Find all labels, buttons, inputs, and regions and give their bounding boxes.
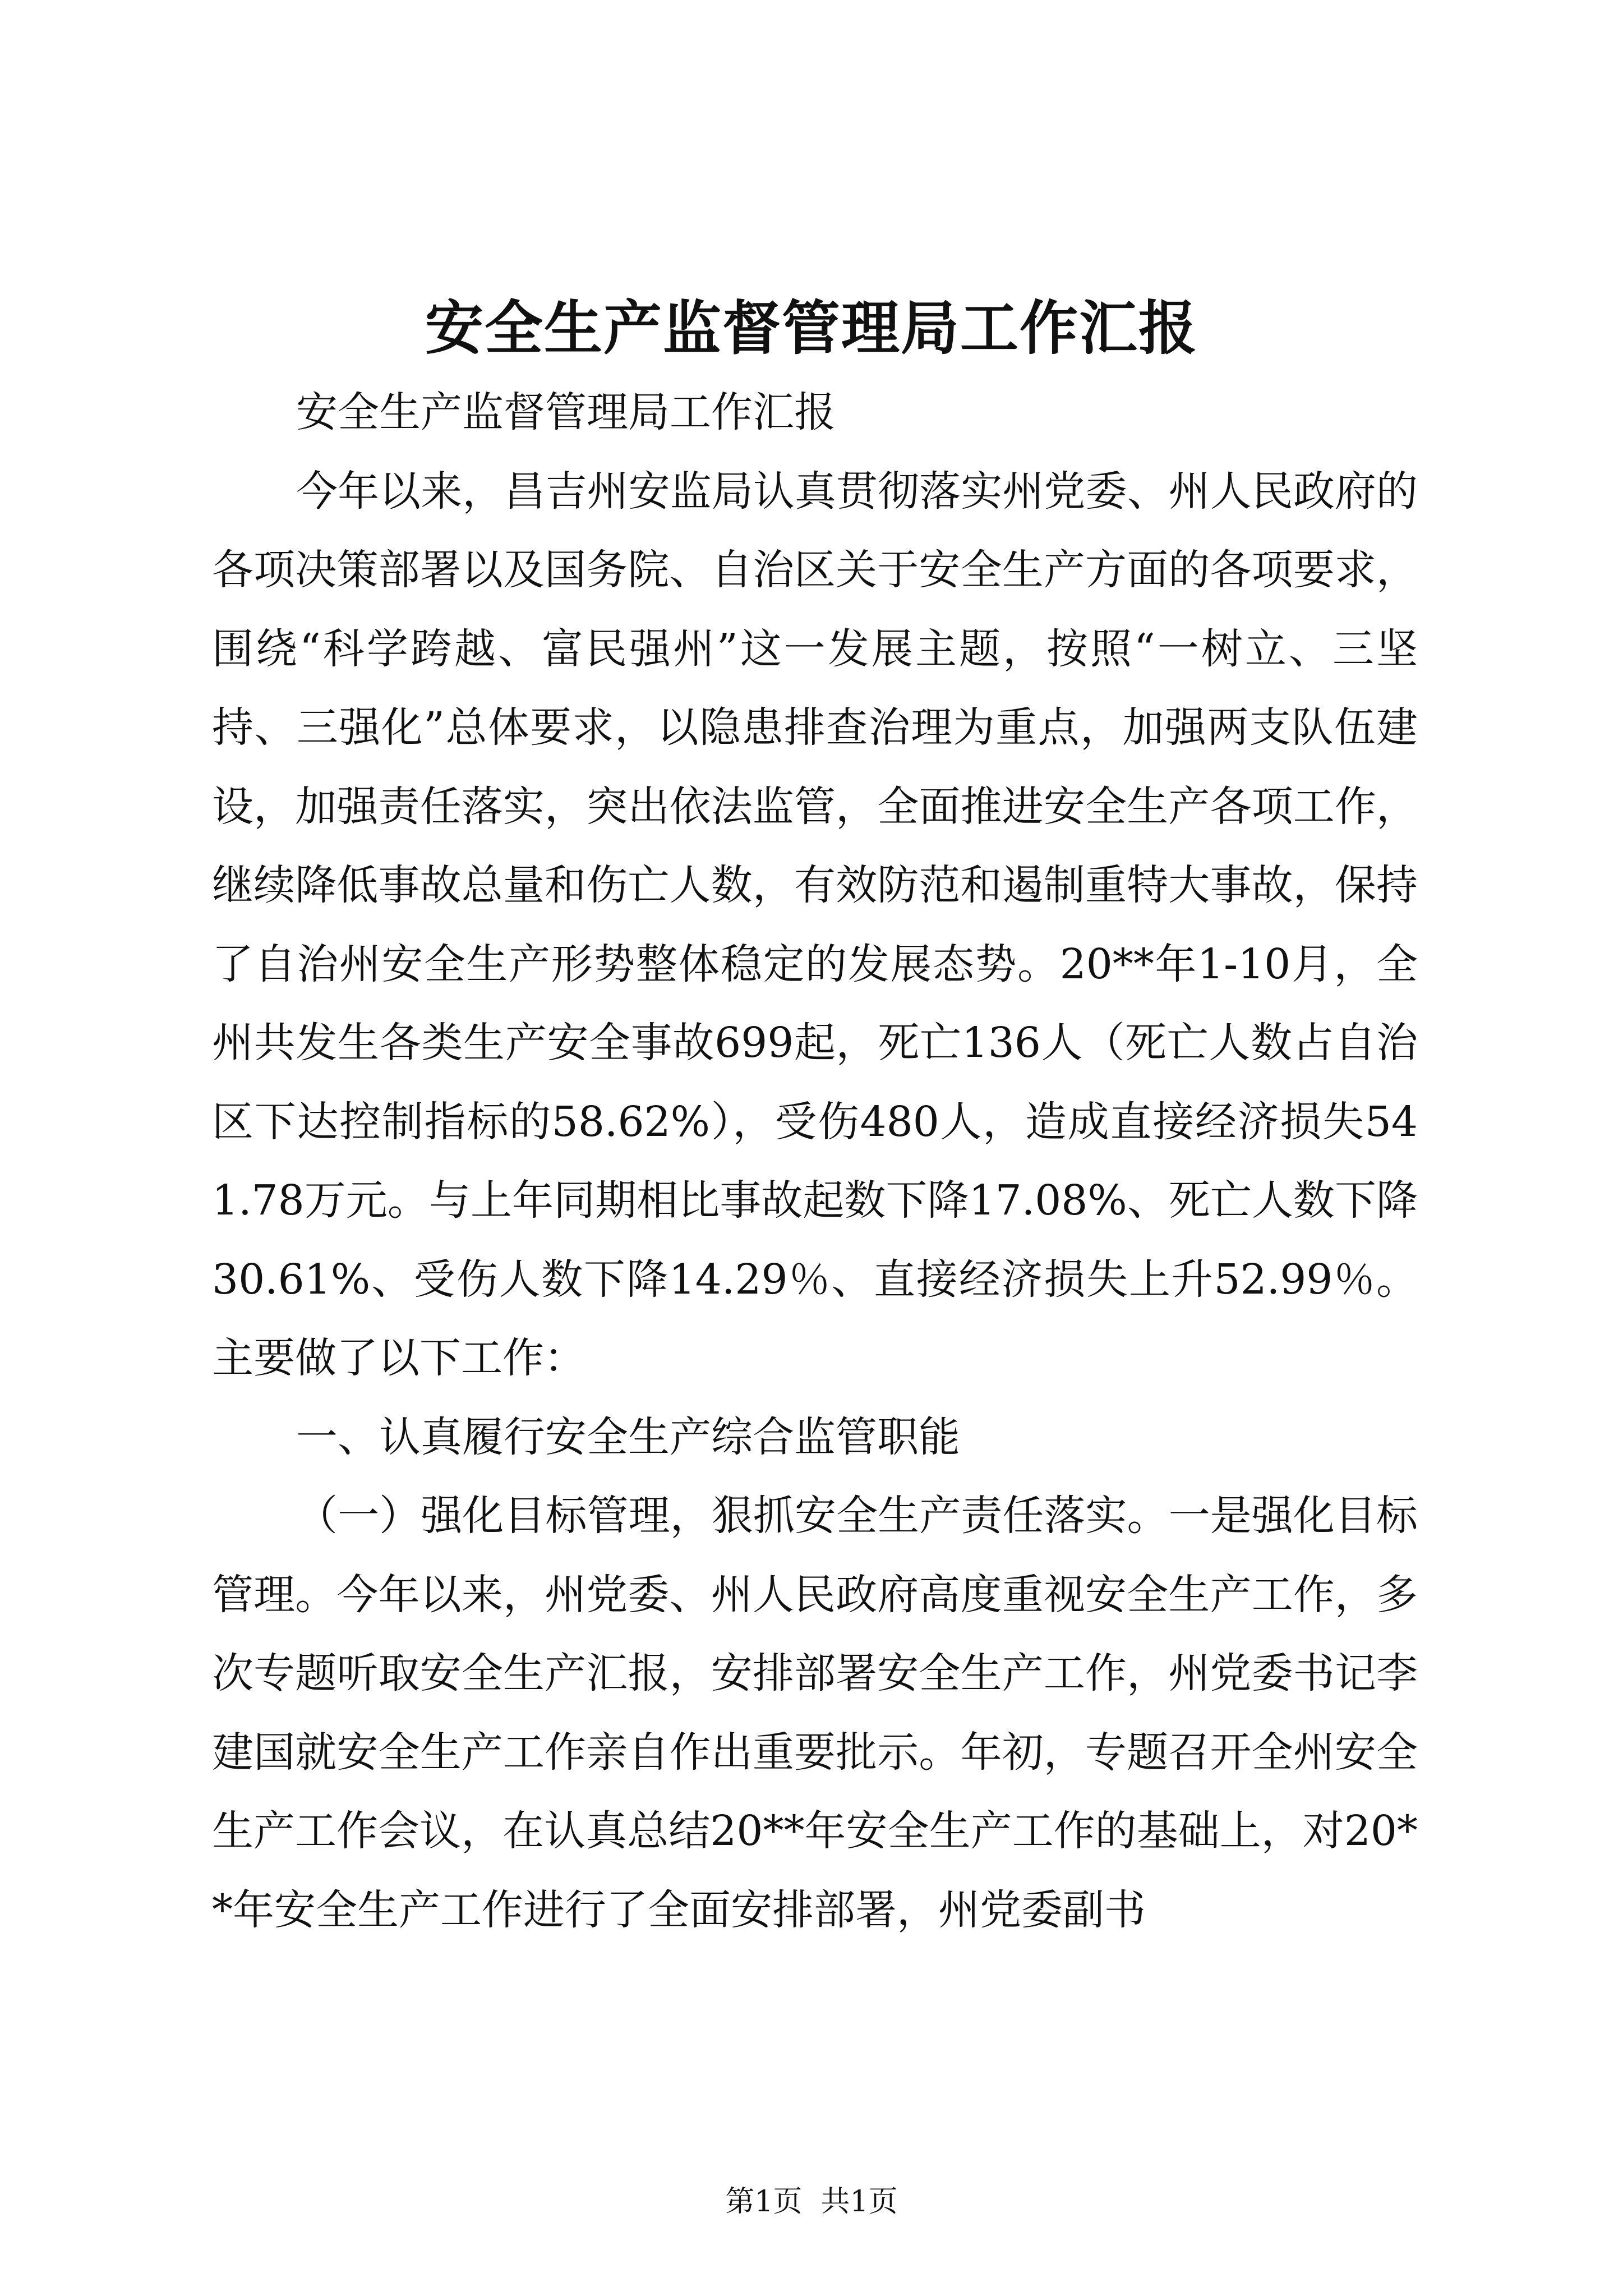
document-title: 安全生产监督管理局工作汇报 xyxy=(425,293,1198,362)
document-body xyxy=(212,373,1418,1949)
paragraph-intro: 今年以来，昌吉州安监局认真贯彻落实州党委、州人民政府的各项决策部署以及国务院、自治区关于安全生产方面的各项要求，围绕“科学跨越、富民强州”这一发展主题，按照“一树立、三坚持、三强化”总体要求，以隐患排查治理为重点，加强两支队伍建设，加强责任落实，突出依法监管，全面推进安全生产各项工作，继续降低事故总量和伤亡人数，有效防范和遏制重特大事故，保持了自治州安全生产形势整体稳定的发展态势。20**年1-10月，全州共发生各类生产安全事故699起，死亡136人（死亡人数占自治区下达控制指标的58.62%），受伤480人，造成直接经济损失541.78万元。与上年同期相比事故起数下降17.08%、死亡人数下降30.61%、受伤人数下降14.29％、直接经济损失上升52.99％。主要做了以下工作： xyxy=(212,467,1418,1382)
page-number: 第1页 xyxy=(725,2185,803,2219)
footer-gap xyxy=(802,2185,820,2219)
page-total: 共1页 xyxy=(820,2185,898,2219)
section-heading-1: 一、认真履行安全生产综合监管职能 xyxy=(296,1412,960,1461)
paragraph-target-management: （一）强化目标管理，狠抓安全生产责任落实。一是强化目标管理。今年以来，州党委、州人民政府高度重视安全生产工作，多次专题听取安全生产汇报，安排部署安全生产工作，州党委书记李建国就安全生产工作亲自作出重要批示。年初，专题召开全州安全生产工作会议，在认真总结20**年安全生产工作的基础上，对20**年安全生产工作进行了全面安排部署，州党委副书 xyxy=(212,1492,1418,1934)
page-footer xyxy=(0,2182,1623,2221)
paragraph-subtitle: 安全生产监督管理局工作汇报 xyxy=(296,388,836,436)
